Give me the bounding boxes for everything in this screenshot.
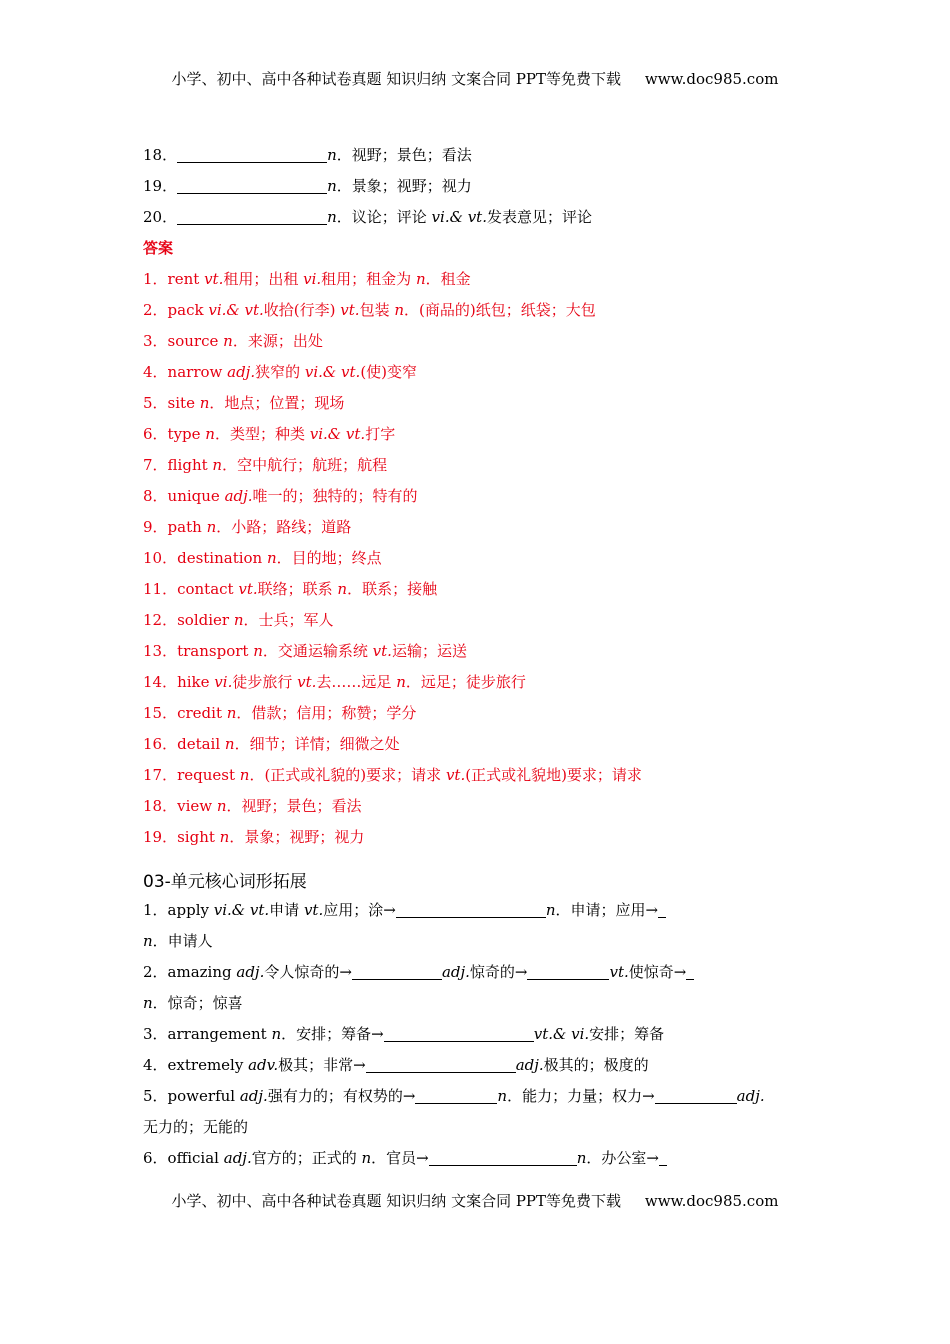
meaning: ．视野；景色；看法 <box>336 146 472 164</box>
part-of-speech: n <box>219 828 230 846</box>
part-of-speech: vt. <box>204 270 224 288</box>
meaning: ．(正式或礼貌的)要求；请求 <box>249 766 446 784</box>
answer-number: 2． <box>143 301 168 319</box>
answer-number: 17． <box>143 766 178 784</box>
answer-item <box>143 605 803 636</box>
answer-item <box>143 822 803 853</box>
answer-item <box>143 574 803 605</box>
meaning: 去……远足 <box>316 673 397 691</box>
answer-blank[interactable] <box>177 206 327 225</box>
expansion-item-4: 4．extremely adv.极其；非常→ adj.极其的；极度的 <box>143 1056 649 1074</box>
expansion-item-1-cont: n．申请人 <box>143 932 213 950</box>
answer-number: 8． <box>143 487 168 505</box>
part-of-speech: n <box>415 270 426 288</box>
question-number: 20． <box>143 208 178 226</box>
question-item <box>143 202 803 233</box>
meaning: ．来源；出处 <box>232 332 323 350</box>
answer-number: 7． <box>143 456 168 474</box>
answer-word: transport <box>177 642 254 660</box>
answer-item <box>143 729 803 760</box>
answer-blank[interactable] <box>177 175 327 194</box>
expansion-list <box>143 895 803 1174</box>
answer-word: unique <box>167 487 225 505</box>
meaning: ．景象；视野；视力 <box>336 177 472 195</box>
answer-word: view <box>177 797 217 815</box>
meaning: 运输；运送 <box>391 642 467 660</box>
answer-number: 4． <box>143 363 168 381</box>
expansion-item-5-cont: 无力的；无能的 <box>143 1118 249 1136</box>
section-title: 03-单元核心词形拓展 <box>143 872 307 892</box>
answer-word: pack <box>167 301 209 319</box>
answer-item <box>143 636 803 667</box>
part-of-speech: vi. <box>214 673 233 691</box>
meaning: ．空中航行；航班；航程 <box>222 456 388 474</box>
question-item <box>143 171 803 202</box>
expansion-item-2-cont: n．惊奇；惊喜 <box>143 994 243 1012</box>
part-of-speech: vt. <box>340 301 360 319</box>
meaning: ．联系；接触 <box>347 580 438 598</box>
part-of-speech: n <box>394 301 405 319</box>
part-of-speech: vi.& vt. <box>309 425 366 443</box>
expansion-item-2: 2．amazing adj.令人惊奇的→ adj.惊奇的→ vt.使惊奇→ <box>143 957 803 988</box>
question-number: 19． <box>143 177 178 195</box>
meaning: ．士兵；军人 <box>243 611 334 629</box>
answer-word: contact <box>177 580 239 598</box>
part-of-speech: n <box>239 766 250 784</box>
answer-number: 6． <box>143 425 168 443</box>
part-of-speech: vt. <box>445 766 466 784</box>
answer-word: destination <box>177 549 267 567</box>
part-of-speech: n <box>206 518 217 536</box>
question-item <box>143 140 803 171</box>
answer-word: narrow <box>167 363 228 381</box>
part-of-speech: n <box>212 456 223 474</box>
meaning: ．小路；路线；道路 <box>216 518 352 536</box>
answer-item <box>143 326 803 357</box>
answer-blank[interactable] <box>686 961 694 980</box>
part-of-speech: n <box>205 425 215 443</box>
meaning: 包装 <box>359 301 395 319</box>
part-of-speech: vi. <box>303 270 322 288</box>
meaning: ．类型；种类 <box>214 425 310 443</box>
answer-item <box>143 791 803 822</box>
meaning: 租用；租金为 <box>321 270 416 288</box>
answer-blank[interactable] <box>658 899 666 918</box>
answer-number: 5． <box>143 394 168 412</box>
meaning: 狭窄的 <box>255 363 305 381</box>
part-of-speech: n <box>223 332 233 350</box>
answer-item <box>143 543 803 574</box>
meaning: ．地点；位置；现场 <box>209 394 345 412</box>
expansion-item-5: 5．powerful adj.强有力的；有权势的→ n．能力；力量；权力→ adj. <box>143 1087 765 1105</box>
page-footer: 小学、初中、高中各种试卷真题 知识归纳 文案合同 PPT等免费下载 www.doc985.com <box>171 1192 779 1210</box>
answer-word: site <box>167 394 200 412</box>
part-of-speech: vi.& vt. <box>208 301 264 319</box>
answer-word: hike <box>177 673 215 691</box>
answer-blank[interactable] <box>659 1147 667 1166</box>
answer-word: sight <box>177 828 220 846</box>
question-list <box>143 140 803 233</box>
answer-number: 16． <box>143 735 178 753</box>
answer-number: 15． <box>143 704 178 722</box>
answer-item <box>143 698 803 729</box>
answer-blank[interactable] <box>384 1023 534 1042</box>
part-of-speech: n <box>233 611 244 629</box>
answer-number: 13． <box>143 642 178 660</box>
meaning: ．借款；信用；称赞；学分 <box>236 704 417 722</box>
answer-item <box>143 357 803 388</box>
answer-blank[interactable] <box>415 1085 497 1104</box>
answer-word: type <box>167 425 206 443</box>
part-of-speech: n <box>199 394 210 412</box>
meaning: 收拾(行李) <box>263 301 341 319</box>
part-of-speech: vi.& vt. <box>304 363 361 381</box>
meaning: (使)变窄 <box>360 363 418 381</box>
answer-number: 1． <box>143 270 168 288</box>
answer-blank[interactable] <box>366 1054 516 1073</box>
part-of-speech: n <box>396 673 406 691</box>
part-of-speech: n <box>327 177 337 195</box>
answer-number: 11． <box>143 580 178 598</box>
answer-word: rent <box>167 270 205 288</box>
part-of-speech: adj. <box>224 487 253 505</box>
meaning: 徒步旅行 <box>232 673 298 691</box>
meaning: 发表意见；评论 <box>486 208 592 226</box>
answer-item <box>143 450 803 481</box>
part-of-speech: n <box>253 642 263 660</box>
answer-item <box>143 667 803 698</box>
meaning: ．视野；景色；看法 <box>226 797 362 815</box>
meaning: 唯一的；独特的；特有的 <box>252 487 418 505</box>
part-of-speech: n <box>216 797 227 815</box>
answer-item <box>143 760 803 791</box>
answer-number: 18． <box>143 797 178 815</box>
answer-word: detail <box>177 735 225 753</box>
meaning: ．景象；视野；视力 <box>229 828 365 846</box>
part-of-speech: n <box>226 704 237 722</box>
answer-number: 12． <box>143 611 178 629</box>
part-of-speech: n <box>327 208 337 226</box>
part-of-speech: n <box>337 580 348 598</box>
part-of-speech: n <box>327 146 337 164</box>
meaning: ．细节；详情；细微之处 <box>234 735 400 753</box>
answer-list <box>143 264 803 853</box>
part-of-speech: n <box>224 735 235 753</box>
answer-item <box>143 419 803 450</box>
answer-blank[interactable] <box>352 961 442 980</box>
meaning: ．租金 <box>425 270 471 288</box>
part-of-speech: vt. <box>297 673 317 691</box>
meaning: (正式或礼貌地)要求；请求 <box>465 766 642 784</box>
answer-word: credit <box>177 704 227 722</box>
meaning: ．交通运输系统 <box>262 642 373 660</box>
answer-item <box>143 481 803 512</box>
answer-item <box>143 388 803 419</box>
question-number: 18． <box>143 146 178 164</box>
answer-blank[interactable] <box>177 144 327 163</box>
answer-number: 3． <box>143 332 168 350</box>
expansion-item-6: 6．official adj.官方的；正式的 n．官员→ n．办公室→ <box>143 1143 803 1174</box>
answer-item <box>143 264 803 295</box>
answer-item <box>143 512 803 543</box>
expansion-item-3: 3．arrangement n．安排；筹备→ vt.& vi.安排；筹备 <box>143 1025 665 1043</box>
meaning: 打字 <box>365 425 396 443</box>
part-of-speech: vt. <box>372 642 392 660</box>
part-of-speech: n <box>266 549 277 567</box>
answer-word: request <box>177 766 240 784</box>
page-header: 小学、初中、高中各种试卷真题 知识归纳 文案合同 PPT等免费下载 www.doc985.com <box>171 70 779 88</box>
answer-item <box>143 295 803 326</box>
answer-heading: 答案 <box>143 239 174 257</box>
answer-word: path <box>167 518 207 536</box>
part-of-speech: adj. <box>227 363 256 381</box>
answer-blank[interactable] <box>396 899 546 918</box>
part-of-speech: vt. <box>238 580 258 598</box>
expansion-item-1: 1．apply vi.& vt.申请 vt.应用；涂→ n．申请；应用→ <box>143 895 803 926</box>
answer-word: source <box>167 332 224 350</box>
answer-blank[interactable] <box>429 1147 577 1166</box>
answer-number: 10． <box>143 549 178 567</box>
meaning: ．(商品的)纸包；纸袋；大包 <box>404 301 596 319</box>
meaning: ．远足；徒步旅行 <box>405 673 526 691</box>
answer-number: 9． <box>143 518 168 536</box>
document-body <box>143 140 803 1174</box>
part-of-speech: vi.& vt. <box>431 208 487 226</box>
answer-number: 14． <box>143 673 178 691</box>
answer-blank[interactable] <box>655 1085 737 1104</box>
meaning: 租用；出租 <box>223 270 304 288</box>
answer-word: flight <box>167 456 213 474</box>
meaning: 联络；联系 <box>257 580 338 598</box>
answer-blank[interactable] <box>527 961 609 980</box>
answer-number: 19． <box>143 828 178 846</box>
meaning: ．议论；评论 <box>336 208 432 226</box>
meaning: ．目的地；终点 <box>276 549 382 567</box>
answer-word: soldier <box>177 611 234 629</box>
